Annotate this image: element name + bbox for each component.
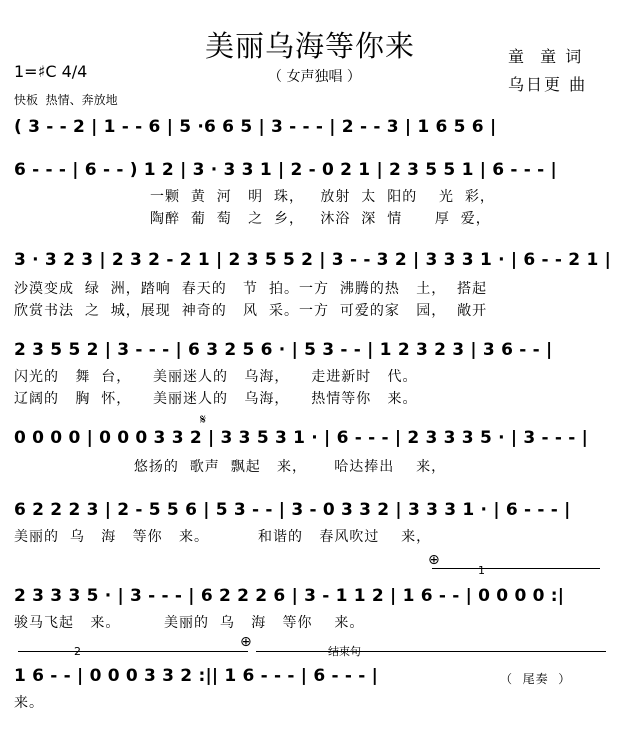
notation-line-7: 2 3 3 3 5 · | 3 - - - | 6 2 2 2 6 | 3 - 1 1 2 | 1 6 - - | 0 0 0 0 :| xyxy=(14,586,565,606)
performance-note: （ 女声独唱 ） xyxy=(268,69,361,85)
notation-line-4: 2 3 5 5 2 | 3 - - - | 6 3 2 5 6 · | 5 3 - - | 1 2 3 2 3 | 3 6 - - | xyxy=(14,340,553,360)
outro-marking: （ 尾奏 ） xyxy=(500,672,572,686)
notation-line-3: 3 · 3 2 3 | 2 3 2 - 2 1 | 2 3 5 5 2 | 3 - - 3 2 | 3 3 3 1 · | 6 - - 2 1 | xyxy=(14,250,611,270)
lyric-line-5: 悠扬的 歌声 飘起 来， 哈达捧出 来， xyxy=(14,459,447,475)
lyric-line-4b: 辽阔的 胸 怀， 美丽迷人的 乌海， 热情等你 来。 xyxy=(14,391,418,407)
coda-sign-2: ⊕ xyxy=(240,634,252,650)
lyric-line-4a: 闪光的 舞 台， 美丽迷人的 乌海， 走进新时 代。 xyxy=(14,369,418,385)
lyric-line-6: 美丽的 乌 海 等你 来。 和谐的 春风吹过 来， xyxy=(14,529,432,545)
ending-2-number: 2 xyxy=(74,645,81,658)
notation-line-5: 0 0 0 0 | 0 0 0 3 3 2 | 3 3 5 3 1 · | 6 - - - | 2 3 3 3 5 · | 3 - - - | xyxy=(14,428,589,448)
lyric-line-2a: 一颗 黄 河 明 珠， 放射 太 阳的 光 彩， xyxy=(150,189,495,205)
ending-2-bracket xyxy=(18,651,248,652)
ending-1-number: 1 xyxy=(478,564,485,577)
final-ending-label: 结束句 xyxy=(328,645,361,658)
key-signature: 1=♯C 4/4 xyxy=(14,62,88,81)
lyric-line-3a: 沙漠变成 绿 洲，踏响 春天的 节 拍。一方 沸腾的热 土， 搭起 xyxy=(14,281,488,297)
tempo-marking: 快板 热情、奔放地 xyxy=(14,93,118,107)
lyric-line-7: 骏马飞起 来。 美丽的 乌 海 等你 来。 xyxy=(14,615,365,631)
coda-sign-1: ⊕ xyxy=(428,552,440,568)
lyric-line-8: 来。 xyxy=(14,695,44,711)
lyricist-credit: 童 童 词 xyxy=(508,47,584,66)
final-ending-bracket xyxy=(256,651,606,652)
song-title: 美丽乌海等你来 xyxy=(205,29,416,63)
notation-line-1: ( 3 - - 2 | 1 - - 6 | 5 ·6 6 5 | 3 - - - | 2 - - 3 | 1 6 5 6 | xyxy=(14,117,497,137)
notation-line-6: 6 2 2 2 3 | 2 - 5 5 6 | 5 3 - - | 3 - 0 3 3 2 | 3 3 3 1 · | 6 - - - | xyxy=(14,500,571,520)
lyric-line-2b: 陶醉 葡 萄 之 乡， 沐浴 深 情 厚 爱， xyxy=(150,211,491,227)
segno-sign: 𝄋 xyxy=(200,412,207,428)
ending-1-bracket xyxy=(432,568,600,569)
lyric-line-3b: 欣赏书法 之 城，展现 神奇的 风 采。一方 可爱的家 园， 敞开 xyxy=(14,303,488,319)
composer-credit: 乌日更 曲 xyxy=(508,75,588,94)
notation-line-8: 1 6 - - | 0 0 0 3 3 2 :|| 1 6 - - - | 6 - - - | xyxy=(14,666,379,686)
notation-line-2: 6 - - - | 6 - - ) 1 2 | 3 · 3 3 1 | 2 - 0 2 1 | 2 3 5 5 1 | 6 - - - | xyxy=(14,160,557,180)
